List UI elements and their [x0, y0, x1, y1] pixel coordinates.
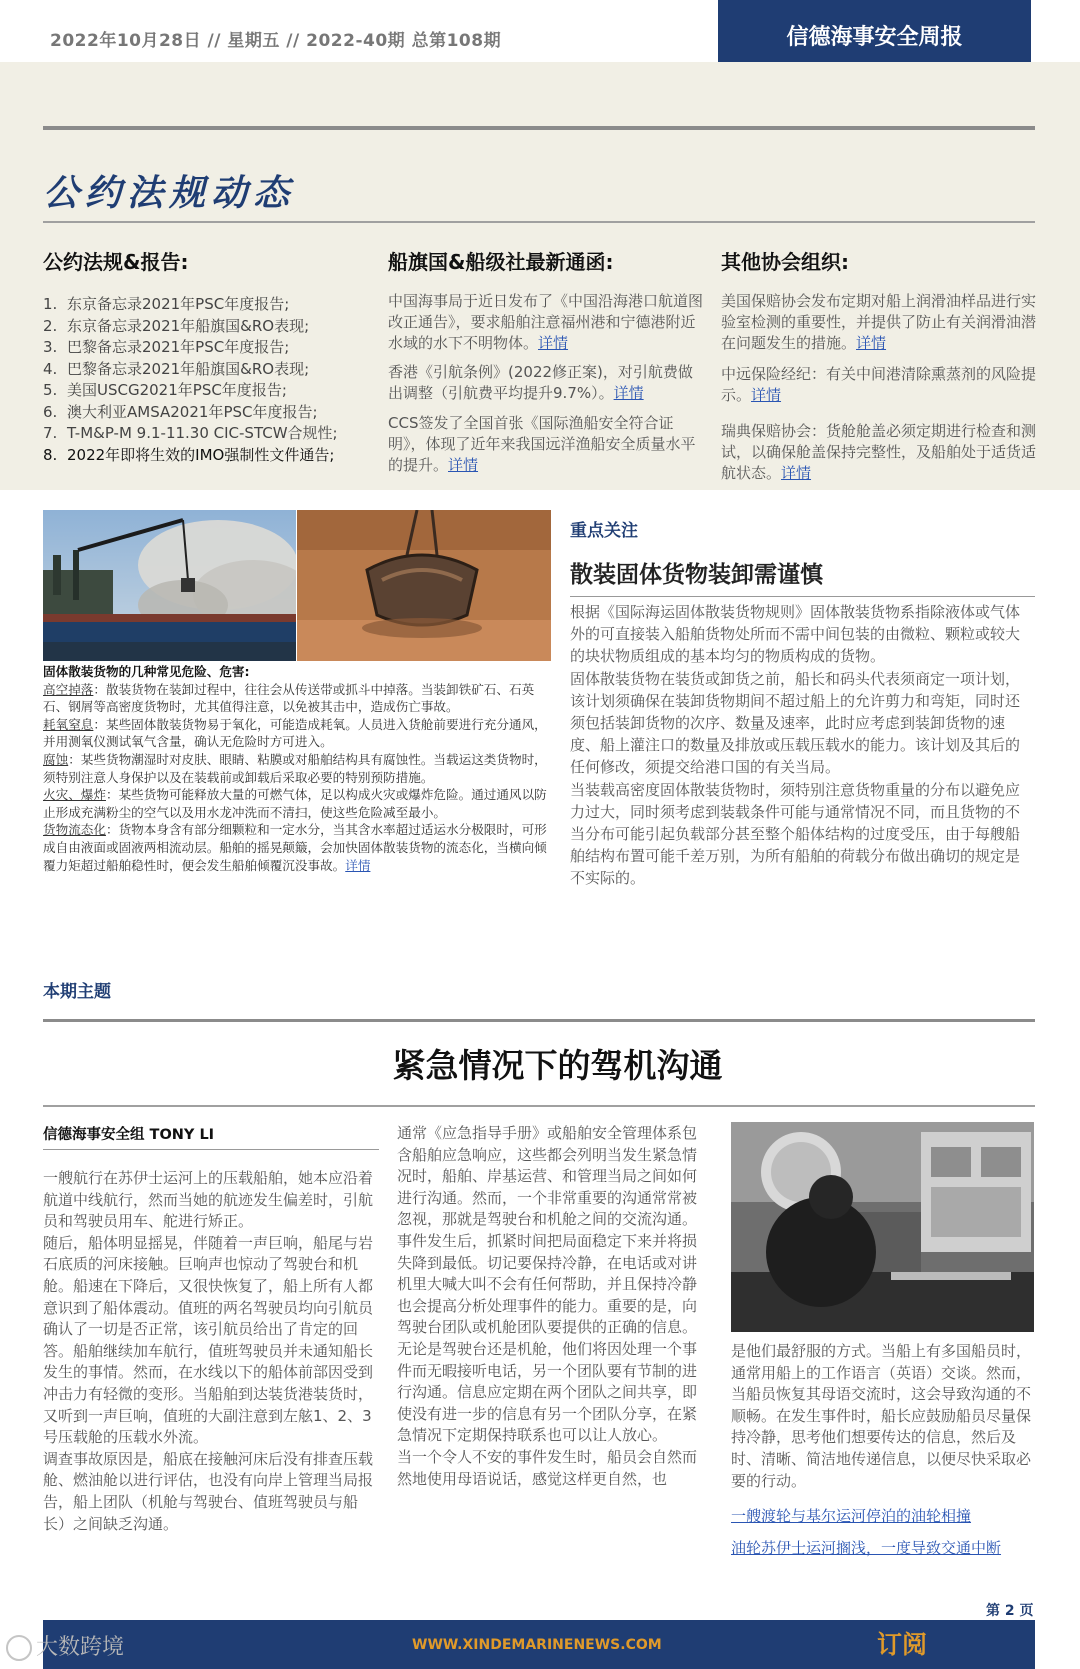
details-link[interactable]: 详情 [345, 857, 371, 873]
details-link[interactable]: 详情 [781, 464, 812, 482]
focus-tag: 重点关注 [570, 521, 638, 541]
article-title: 紧急情况下的驾机沟通 [392, 1046, 723, 1085]
col2-heading: 船旗国&船级社最新通函: [388, 250, 614, 274]
col2-item: 中国海事局于近日发布了《中国沿海港口航道图改正通告》，要求船舶注意福州港和宁德港附近水域的水下不明物体。详情 [388, 292, 704, 352]
related-link-suez-grounding[interactable]: 油轮苏伊士运河搁浅，一度导致交通中断 [731, 1538, 1002, 1557]
col3-heading: 其他协会组织: [721, 250, 849, 274]
brand-title: 信德海事安全周报 [718, 0, 1031, 62]
related-link-ferry-collision[interactable]: 一艘渡轮与基尔运河停泊的油轮相撞 [731, 1507, 972, 1526]
issue-date-line: 2022年10月28日 // 星期五 // 2022-40期 总第108期 [50, 31, 502, 51]
details-link[interactable]: 详情 [613, 384, 644, 402]
grab-bucket-photo [297, 510, 551, 661]
col3-item: 瑞典保赔协会：货舱舱盖必须定期进行检查和测试，以确保舱盖保持完整性，及船舶处于适货适航状态。详情 [721, 422, 1037, 482]
divider [570, 596, 1035, 597]
details-link[interactable]: 详情 [448, 456, 479, 474]
col2-item: CCS签发了全国首张《国际渔船安全符合证明》，体现了近年来我国远洋渔船安全质量水平的提升。详情 [388, 414, 696, 474]
section-title: 公约法规动态 [43, 172, 296, 214]
list-item[interactable]: 8. 2022年即将生效的IMO强制性文件通告; [43, 445, 335, 464]
divider [43, 1149, 379, 1150]
divider [43, 1105, 1035, 1107]
col2-item: 香港《引航条例》(2022修正案)，对引航费做出调整（引航费平均提升9.7%）。详情 [388, 363, 693, 402]
theme-tag: 本期主题 [43, 982, 111, 1002]
details-link[interactable]: 详情 [538, 334, 569, 352]
article-col-3: 是他们最舒服的方式。当船上有多国船员时，通常用船上的工作语言（英语）交谈。然而，当船员恢复其母语交流时，这会导致沟通的不顺畅。在发生事件时，船长应鼓励船员尽量保持冷静，思考他们想要传达的信息，然后及时、清晰、简洁地传递信息，以便尽快采取必要的行动。 一艘渡轮与基尔运河停泊的油轮相撞 油轮苏伊士运河搁浅，一度导致交通中断 [731, 1342, 1032, 1557]
engine-control-room-photo [731, 1122, 1034, 1332]
list-item[interactable]: 4. 巴黎备忘录2021年船旗国&RO表现; [43, 359, 310, 378]
divider [43, 126, 1035, 130]
hazards-caption: 固体散装货物的几种常见危险、危害: 高空掉落：散装货物在装卸过程中，往往会从传送带或抓斗中掉落。当装卸铁矿石、石英石、钢屑等高密度货物时，尤其值得注意，以免被其击中，造成伤亡事故。 耗氧窒息：某些固体散装货物易于氧化，可能造成耗氧。人员进入货舱前要进行充分通风，并用测氧仪测试氧气含量，确认无危险时方可进入。 腐蚀：某些货物潮湿时对皮肤、眼睛、粘膜或对船舶结构具有腐蚀性。当载运这类货物时，须特别注意人身保护以及在装载前或卸载后采取必要的特别预防措施。 火灾、爆炸：某些货物可能释放大量的可燃气体，足以构成火灾或爆炸危险。通过通风以防止形成充满粉尘的空气以及用水龙冲洗而不清扫，使这些危险减至最小。 货物流态化：货物本身含有部分细颗粒和一定水分，当其含水率超过适运水分极限时，可形成自由液面或固液两相流动层。船舶的摇晃颠簸，会加快固体散装货物的流态化，当横向倾覆力矩超过船舶稳性时，便会发生船舶倾覆沉没事故。详情 [43, 664, 547, 873]
divider [43, 221, 1035, 223]
list-item[interactable]: 5. 美国USCG2021年PSC年度报告; [43, 381, 287, 399]
article-col-1: 一艘航行在苏伊士运河上的压载船舶，她本应沿着航道中线航行，然而当她的航迹发生偏差时，引航员和驾驶员用车、舵进行矫正。 随后，船体明显摇晃，伴随着一声巨响，船尾与岩石底质的河床接触。巨响声也惊动了驾驶台和机舱。船速在下降后，又很快恢复了，船上所有人都意识到了船体震动。值班的两名驾驶员均向引航员确认了一切是否正常，该引航员给出了肯定的回答。船舶继续加车航行，值班驾驶员并未通知船长发生的事情。然而，在水线以下的船体前部因受到冲击力有轻微的变形。当船舶到达装货港装货时，又听到一声巨响，值班的大副注意到左舷1、2、3号压载舱的压载水外流。 调查事故原因是，船底在接触河床后没有排查压载舱、燃油舱以进行评估，也没有向岸上管理当局报告，船上团队（机舱与驾驶台、值班驾驶员与船长）之间缺乏沟通。 [43, 1169, 374, 1533]
divider [43, 1019, 1035, 1022]
subscribe-button[interactable]: 订阅 [877, 1630, 928, 1659]
author-line: 信德海事安全组 TONY LI [43, 1127, 215, 1143]
col3-item: 中远保险经纪：有关中间港清除熏蒸剂的风险提示。详情 [721, 365, 1037, 404]
details-link[interactable]: 详情 [751, 386, 782, 404]
details-link[interactable]: 详情 [856, 334, 887, 352]
article-col-2: 通常《应急指导手册》或船舶安全管理体系包含船舶应急响应，这些都会列明当发生紧急情况时，船舶、岸基运营、和管理当局之间如何进行沟通。然而，一个非常重要的沟通常常被忽视，那就是驾驶台和机舱之间的交流沟通。 事件发生后，抓紧时间把局面稳定下来并将损失降到最低。切记要保持冷静，在电话或对讲机里大喊大叫不会有任何帮助，并且保持冷静也会提高分析处理事件的能力。重要的是，向驾驶台团队或机舱团队要提供的正确的信息。 无论是驾驶台还是机舱，他们将因处理一个事件而无暇接听电话，另一个团队要有节制的进行沟通。信息应定期在两个团队之间共享，即使没有进一步的信息有另一个团队分享，在紧急情况下定期保持联系也可以让人放心。 当一个令人不安的事件发生时，船员会自然而然地使用母语说话，感觉这样更自然，也 [397, 1124, 698, 1488]
list-item[interactable]: 2. 东京备忘录2021年船旗国&RO表现; [43, 316, 310, 335]
list-item[interactable]: 6. 澳大利亚AMSA2021年PSC年度报告; [43, 402, 318, 421]
watermark-logo-icon [6, 1635, 32, 1661]
focus-title: 散装固体货物装卸需谨慎 [570, 562, 823, 588]
list-item[interactable]: 7. T-M&P-M 9.1-11.30 CIC-STCW合规性; [43, 424, 338, 442]
list-item[interactable]: 3. 巴黎备忘录2021年PSC年度报告; [43, 338, 290, 356]
page-number: 第 2 页 [986, 1603, 1034, 1619]
col1-heading: 公约法规&报告: [43, 250, 189, 274]
website-link[interactable]: WWW.XINDEMARINENEWS.COM [412, 1637, 662, 1653]
watermark: 大数跨境 [6, 1630, 124, 1661]
report-list [43, 294, 373, 466]
hazards-title: 固体散装货物的几种常见危险、危害: [43, 664, 250, 679]
col3-item: 美国保赔协会发布定期对船上润滑油样品进行实验室检测的重要性，并提供了防止有关润滑油潜在问题发生的措施。详情 [721, 292, 1037, 352]
focus-body: 根据《国际海运固体散装货物规则》固体散装货物系指除液体或气体外的可直接装入船舶货物处所而不需中间包装的由微粒、颗粒或较大的块状物质组成的基本均匀的物质构成的货物。 固体散装货物在装货或卸货之前，船长和码头代表须商定一项计划，该计划须确保在装卸货物期间不超过船上的允许剪力和弯矩，同时还须包括装卸货物的次序、数量及速率，此时应考虑到装卸货物的速度、船上灌注口的数量及排放或压载压载水的能力。该计划及其后的任何修改，须提交给港口国的有关当局。 当装载高密度固体散装货物时，须特别注意货物重量的分布以避免应力过大，同时须考虑到装载条件可能与通常情况不同，而且货物的不当分布可能引起负载部分甚至整个船体结构的过度受压，由于每艘船舶结构布置可能千差万别，为所有船舶的荷载分布做出确切的规定是不实际的。 [570, 603, 1021, 888]
list-item[interactable]: 1. 东京备忘录2021年PSC年度报告; [43, 295, 290, 313]
bulk-loading-photo [43, 510, 296, 661]
